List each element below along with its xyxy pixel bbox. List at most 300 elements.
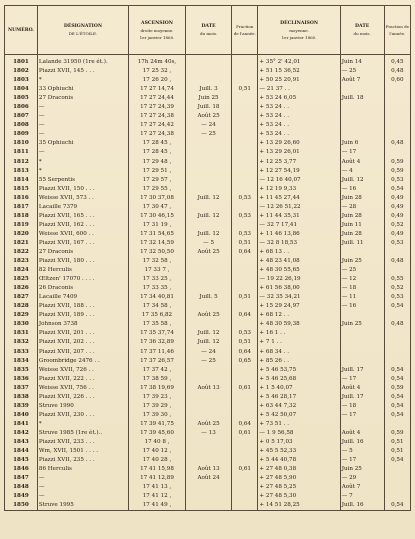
- dec-date: — 16: [340, 302, 384, 311]
- ra-fraction: [232, 456, 258, 465]
- declination: + 53 24 . .: [258, 112, 340, 121]
- row-number: 1819: [5, 221, 38, 230]
- row-number: 1838: [5, 393, 38, 402]
- dec-date: — 17: [340, 375, 384, 384]
- dec-date: Juill. 16: [340, 501, 384, 511]
- dec-fraction: [384, 338, 410, 347]
- header-date: DATE du mois.: [186, 6, 232, 55]
- table-row: [5, 248, 411, 257]
- right-ascension: 17 34 58 ,: [128, 302, 185, 311]
- ra-date: — 24: [186, 121, 232, 130]
- table-row: [5, 438, 411, 447]
- dec-date: — 18: [340, 284, 384, 293]
- table-row: [5, 284, 411, 293]
- dec-date: — 4: [340, 167, 384, 176]
- right-ascension: 17 29 51 ,: [128, 167, 185, 176]
- star-designation: *: [37, 76, 128, 85]
- dec-date: — 17: [340, 456, 384, 465]
- dec-fraction: 0,48: [384, 139, 410, 148]
- declination: — 32 7 17,41: [258, 221, 340, 230]
- star-designation: Piazzi XVII, 189 . . .: [37, 311, 128, 320]
- dec-date: Juin 25: [340, 465, 384, 474]
- dec-date: — 7: [340, 492, 384, 501]
- ra-date: Juin 25: [186, 94, 232, 103]
- declination: + 15 29 24,97: [258, 302, 340, 311]
- table-row: [5, 492, 411, 501]
- declination: — 19 22 26,19: [258, 275, 340, 284]
- star-designation: 27 Draconis: [37, 94, 128, 103]
- dec-date: — 17: [340, 411, 384, 420]
- right-ascension: 17 34 40,81: [128, 293, 185, 302]
- dec-date: Juill. 11: [340, 239, 384, 248]
- declination: + 27 48 5,30: [258, 492, 340, 501]
- right-ascension: 17 33 7 ,: [128, 266, 185, 275]
- dec-fraction: 0,54: [384, 402, 410, 411]
- table-row: [5, 76, 411, 85]
- declination: + 5 46 28,17: [258, 393, 340, 402]
- star-designation: Lacaille 7379: [37, 203, 128, 212]
- dec-date: Juin 28: [340, 194, 384, 203]
- row-number: 1812: [5, 158, 38, 167]
- declination: + 1 5 40,07: [258, 384, 340, 393]
- ra-date: Juill. 12: [186, 329, 232, 338]
- ra-date: — 25: [186, 357, 232, 366]
- row-number: 1802: [5, 67, 38, 76]
- dec-fraction: 0,59: [384, 167, 410, 176]
- table-row: [5, 103, 411, 112]
- ra-fraction: [232, 55, 258, 68]
- declination: + 27 48 0,38: [258, 465, 340, 474]
- ra-date: — 13: [186, 429, 232, 438]
- row-number: 1813: [5, 167, 38, 176]
- dec-fraction: [384, 474, 410, 483]
- ra-fraction: [232, 103, 258, 112]
- dec-date: [340, 248, 384, 257]
- star-designation: Piazzi XVII, 226 . . .: [37, 393, 128, 402]
- table-row: [5, 67, 411, 76]
- dec-fraction: 0,51: [384, 438, 410, 447]
- declination: + 11 44 35,31: [258, 212, 340, 221]
- dec-date: [340, 130, 384, 139]
- right-ascension: 17 32 14,59: [128, 239, 185, 248]
- right-ascension: 17 40 12 ,: [128, 447, 185, 456]
- right-ascension: 17 37 26,57: [128, 357, 185, 366]
- star-designation: Johnson 3738: [37, 320, 128, 329]
- header-fraction2: Fraction de l'année.: [384, 6, 410, 55]
- ra-date: Août 13: [186, 465, 232, 474]
- star-designation: Groombridge 2476 . .: [37, 357, 128, 366]
- dec-date: — 5: [340, 447, 384, 456]
- right-ascension: 17 29 55 ,: [128, 185, 185, 194]
- table-row: [5, 320, 411, 329]
- dec-date: — 18: [340, 402, 384, 411]
- ra-date: [186, 438, 232, 447]
- ra-fraction: 0,51: [232, 85, 258, 94]
- declination: + 45 5 52,33: [258, 447, 340, 456]
- declination: — 32 35 34,21: [258, 293, 340, 302]
- table-row: [5, 293, 411, 302]
- star-designation: Struve 1995: [37, 501, 128, 511]
- table-row: [5, 302, 411, 311]
- ra-date: Août 24: [186, 474, 232, 483]
- dec-date: [340, 85, 384, 94]
- right-ascension: 17 27 24,39: [128, 103, 185, 112]
- declination: — 21 37 . .: [258, 85, 340, 94]
- declination: + 7 1 . .: [258, 338, 340, 347]
- dec-fraction: 0,48: [384, 67, 410, 76]
- table-row: [5, 167, 411, 176]
- row-number: 1833: [5, 348, 38, 357]
- right-ascension: 17 38 59 ,: [128, 375, 185, 384]
- dec-date: [340, 420, 384, 429]
- star-designation: —: [37, 492, 128, 501]
- right-ascension: 17 29 57 ,: [128, 176, 185, 185]
- dec-date: Août 7: [340, 76, 384, 85]
- ra-date: Juill. 12: [186, 194, 232, 203]
- dec-date: — 17: [340, 148, 384, 157]
- declination: + 85 26 . .: [258, 357, 340, 366]
- ra-fraction: [232, 121, 258, 130]
- star-designation: —: [37, 483, 128, 492]
- ra-date: [186, 203, 232, 212]
- table-row: [5, 194, 411, 203]
- dec-fraction: [384, 148, 410, 157]
- dec-fraction: 0,49: [384, 203, 410, 212]
- dec-fraction: 0,49: [384, 194, 410, 203]
- dec-date: Août 7: [340, 483, 384, 492]
- row-number: 1822: [5, 248, 38, 257]
- declination: + 27 48 5,90: [258, 474, 340, 483]
- dec-date: — 25: [340, 266, 384, 275]
- row-number: 1849: [5, 492, 38, 501]
- star-designation: Piazzi XVII, 202 . . .: [37, 338, 128, 347]
- right-ascension: 17 35 58 ,: [128, 320, 185, 329]
- ra-date: [186, 302, 232, 311]
- dec-fraction: 0,54: [384, 501, 410, 511]
- ra-date: Juill. 12: [186, 230, 232, 239]
- row-number: 1837: [5, 384, 38, 393]
- ra-fraction: [232, 393, 258, 402]
- ra-date: [186, 266, 232, 275]
- ra-fraction: 0,53: [232, 194, 258, 203]
- ra-date: Août 13: [186, 384, 232, 393]
- ra-date: [186, 411, 232, 420]
- ra-fraction: [232, 284, 258, 293]
- declination: + 0 5 17,03: [258, 438, 340, 447]
- star-designation: 82 Herculis: [37, 266, 128, 275]
- dec-fraction: [384, 103, 410, 112]
- star-designation: Piazzi XVII, 222 . . .: [37, 375, 128, 384]
- row-number: 1836: [5, 375, 38, 384]
- ra-date: [186, 185, 232, 194]
- star-designation: 26 Draconis: [37, 284, 128, 293]
- star-designation: Lalande 31950 (1re ét.).: [37, 55, 128, 68]
- star-designation: Piazzi XVII, 188 . . .: [37, 302, 128, 311]
- ra-date: [186, 148, 232, 157]
- dec-fraction: 0,53: [384, 293, 410, 302]
- dec-fraction: 0,54: [384, 411, 410, 420]
- declination: + 12 27 54,19: [258, 167, 340, 176]
- table-row: [5, 456, 411, 465]
- declination: + 11 45 27,44: [258, 194, 340, 203]
- dec-fraction: [384, 130, 410, 139]
- table-row: [5, 176, 411, 185]
- dec-fraction: 0,53: [384, 239, 410, 248]
- ra-fraction: [232, 375, 258, 384]
- ra-fraction: 0,53: [232, 230, 258, 239]
- declination: + 5 46 53,75: [258, 366, 340, 375]
- declination: + 5 44 40,78: [258, 456, 340, 465]
- declination: — 1 9 56,58: [258, 429, 340, 438]
- dec-date: Juin 14: [340, 55, 384, 68]
- table-row: [5, 203, 411, 212]
- right-ascension: 17 27 24,38: [128, 130, 185, 139]
- ra-date: — 25: [186, 130, 232, 139]
- dec-fraction: [384, 492, 410, 501]
- row-number: 1826: [5, 284, 38, 293]
- row-number: 1808: [5, 121, 38, 130]
- right-ascension: 17 27 24,44: [128, 94, 185, 103]
- row-number: 1834: [5, 357, 38, 366]
- right-ascension: 17 31 54,65: [128, 230, 185, 239]
- table-row: [5, 384, 411, 393]
- dec-fraction: 0,48: [384, 320, 410, 329]
- ra-date: [186, 158, 232, 167]
- row-number: 1820: [5, 230, 38, 239]
- dec-fraction: 0,54: [384, 375, 410, 384]
- row-number: 1830: [5, 320, 38, 329]
- declination: + 68 12 . .: [258, 311, 340, 320]
- declination: + 27 48 5,25: [258, 483, 340, 492]
- dec-date: [340, 311, 384, 320]
- table-row: [5, 366, 411, 375]
- right-ascension: 17 39 29 ,: [128, 402, 185, 411]
- star-designation: 35 Ophiuchi: [37, 139, 128, 148]
- ra-fraction: [232, 76, 258, 85]
- star-designation: —: [37, 474, 128, 483]
- dec-date: — 16: [340, 185, 384, 194]
- dec-date: Juin 25: [340, 320, 384, 329]
- ra-date: Août 25: [186, 311, 232, 320]
- ra-fraction: [232, 185, 258, 194]
- declination: + 12 25 3,77: [258, 158, 340, 167]
- row-number: 1823: [5, 257, 38, 266]
- star-designation: Weisse XVII, 756 . .: [37, 384, 128, 393]
- star-designation: —: [37, 112, 128, 121]
- dec-date: Juin 25: [340, 257, 384, 266]
- star-designation: Piazzi XVII, 165 . . .: [37, 212, 128, 221]
- dec-date: Juin 28: [340, 212, 384, 221]
- ra-fraction: [232, 474, 258, 483]
- ra-fraction: 0,61: [232, 384, 258, 393]
- ra-fraction: [232, 112, 258, 121]
- declination: + 53 24 6,05: [258, 94, 340, 103]
- row-number: 1848: [5, 483, 38, 492]
- right-ascension: 17 41 12,89: [128, 474, 185, 483]
- star-designation: 33 Ophiuchi: [37, 85, 128, 94]
- star-designation: —: [37, 103, 128, 112]
- header-numero: NUMÉRO.: [5, 6, 38, 55]
- dec-fraction: 0,54: [384, 456, 410, 465]
- right-ascension: 17 41 15,98: [128, 465, 185, 474]
- ra-fraction: [232, 167, 258, 176]
- dec-date: Août 4: [340, 384, 384, 393]
- ra-date: Juill. 18: [186, 103, 232, 112]
- row-number: 1850: [5, 501, 38, 511]
- ra-fraction: [232, 266, 258, 275]
- right-ascension: 17 36 32,89: [128, 338, 185, 347]
- catalog-body: [5, 55, 411, 511]
- header-designation: DÉSIGNATION DE L'ÉTOILE.: [37, 6, 128, 55]
- dec-fraction: [384, 329, 410, 338]
- ra-fraction: [232, 203, 258, 212]
- dec-fraction: 0,59: [384, 429, 410, 438]
- right-ascension: 17 41 49 ,: [128, 501, 185, 511]
- row-number: 1840: [5, 411, 38, 420]
- dec-fraction: 0,54: [384, 393, 410, 402]
- ra-fraction: [232, 492, 258, 501]
- ra-date: Août 25: [186, 112, 232, 121]
- ra-fraction: [232, 402, 258, 411]
- ra-date: [186, 284, 232, 293]
- ra-fraction: [232, 483, 258, 492]
- row-number: 1821: [5, 239, 38, 248]
- right-ascension: 17 27 24,42: [128, 121, 185, 130]
- ra-fraction: [232, 366, 258, 375]
- ra-date: [186, 167, 232, 176]
- ra-fraction: 0,64: [232, 420, 258, 429]
- ra-fraction: [232, 130, 258, 139]
- right-ascension: 17 33 35 ,: [128, 284, 185, 293]
- declination: + 48 30 59,38: [258, 320, 340, 329]
- right-ascension: 17 40 8 ,: [128, 438, 185, 447]
- right-ascension: 17 39 45,60: [128, 429, 185, 438]
- star-designation: Weisse XVII, 726 . .: [37, 366, 128, 375]
- dec-date: [340, 348, 384, 357]
- row-number: 1824: [5, 266, 38, 275]
- star-designation: Piazzi XVII, 235 . . .: [37, 456, 128, 465]
- dec-date: Août 4: [340, 429, 384, 438]
- dec-fraction: 0,51: [384, 447, 410, 456]
- declination: + 73 51 . .: [258, 420, 340, 429]
- right-ascension: 17 28 45 ,: [128, 148, 185, 157]
- table-row: [5, 148, 411, 157]
- header-row: [5, 6, 411, 55]
- row-number: 1827: [5, 293, 38, 302]
- dec-fraction: [384, 465, 410, 474]
- right-ascension: 17 30 46,15: [128, 212, 185, 221]
- dec-fraction: [384, 348, 410, 357]
- declination: + 61 56 38,00: [258, 284, 340, 293]
- star-designation: Piazzi XVII, 230 . . .: [37, 411, 128, 420]
- right-ascension: 17 41 12 ,: [128, 492, 185, 501]
- declination: + 14 51 28,25: [258, 501, 340, 511]
- table-row: [5, 85, 411, 94]
- star-designation: Œltzen' 17070 . . . .: [37, 275, 128, 284]
- dec-date: [340, 121, 384, 130]
- row-number: 1844: [5, 447, 38, 456]
- right-ascension: 17 37 11,46: [128, 348, 185, 357]
- declination: — 32 8 18,53: [258, 239, 340, 248]
- star-designation: Piazzi XVII, 233 . . .: [37, 438, 128, 447]
- right-ascension: 17 25 32 ,: [128, 67, 185, 76]
- star-designation: *: [37, 158, 128, 167]
- ra-fraction: [232, 320, 258, 329]
- right-ascension: 17 41 13 ,: [128, 483, 185, 492]
- dec-fraction: 0,60: [384, 76, 410, 85]
- declination: — 12 26 51,22: [258, 203, 340, 212]
- star-designation: *: [37, 420, 128, 429]
- header-date2: DATE du mois.: [340, 6, 384, 55]
- star-designation: Piazzi XVII, 167 . . .: [37, 239, 128, 248]
- table-row: [5, 185, 411, 194]
- right-ascension: 17 30 47 ,: [128, 203, 185, 212]
- row-number: 1815: [5, 185, 38, 194]
- star-designation: Piazzi XVII, 180 . . .: [37, 257, 128, 266]
- row-number: 1816: [5, 194, 38, 203]
- table-row: [5, 402, 411, 411]
- ra-fraction: [232, 139, 258, 148]
- star-designation: 55 Serpentis: [37, 176, 128, 185]
- dec-fraction: 0,52: [384, 284, 410, 293]
- table-row: [5, 139, 411, 148]
- table-row: [5, 112, 411, 121]
- right-ascension: 17 38 19,69: [128, 384, 185, 393]
- row-number: 1807: [5, 112, 38, 121]
- table-row: [5, 94, 411, 103]
- ra-date: [186, 139, 232, 148]
- dec-fraction: 0,55: [384, 275, 410, 284]
- dec-date: [340, 329, 384, 338]
- right-ascension: 17 28 45 ,: [128, 139, 185, 148]
- ra-date: Juill. 12: [186, 212, 232, 221]
- table-row: [5, 230, 411, 239]
- table-row: [5, 501, 411, 511]
- row-number: 1835: [5, 366, 38, 375]
- ra-date: [186, 492, 232, 501]
- dec-fraction: [384, 420, 410, 429]
- dec-fraction: 0,52: [384, 221, 410, 230]
- ra-date: [186, 55, 232, 68]
- row-number: 1814: [5, 176, 38, 185]
- table-row: [5, 239, 411, 248]
- star-designation: Weisse XVII, 600 . .: [37, 230, 128, 239]
- table-row: [5, 447, 411, 456]
- star-designation: *: [37, 167, 128, 176]
- right-ascension: 17 26 20 ,: [128, 76, 185, 85]
- table-row: [5, 158, 411, 167]
- declination: + 13 29 26,01: [258, 148, 340, 157]
- row-number: 1817: [5, 203, 38, 212]
- ra-fraction: 0,64: [232, 348, 258, 357]
- declination: + 53 24 . .: [258, 103, 340, 112]
- ra-date: [186, 275, 232, 284]
- row-number: 1845: [5, 456, 38, 465]
- right-ascension: 17 27 14,74: [128, 85, 185, 94]
- dec-fraction: [384, 85, 410, 94]
- dec-fraction: [384, 266, 410, 275]
- declination: + 13 29 26,60: [258, 139, 340, 148]
- ra-date: [186, 447, 232, 456]
- row-number: 1825: [5, 275, 38, 284]
- row-number: 1805: [5, 94, 38, 103]
- declination: + 5 46 25,68: [258, 375, 340, 384]
- right-ascension: 17 35 6,82: [128, 311, 185, 320]
- star-designation: Struve 1990: [37, 402, 128, 411]
- star-designation: 86 Herculis: [37, 465, 128, 474]
- ra-date: [186, 221, 232, 230]
- row-number: 1839: [5, 402, 38, 411]
